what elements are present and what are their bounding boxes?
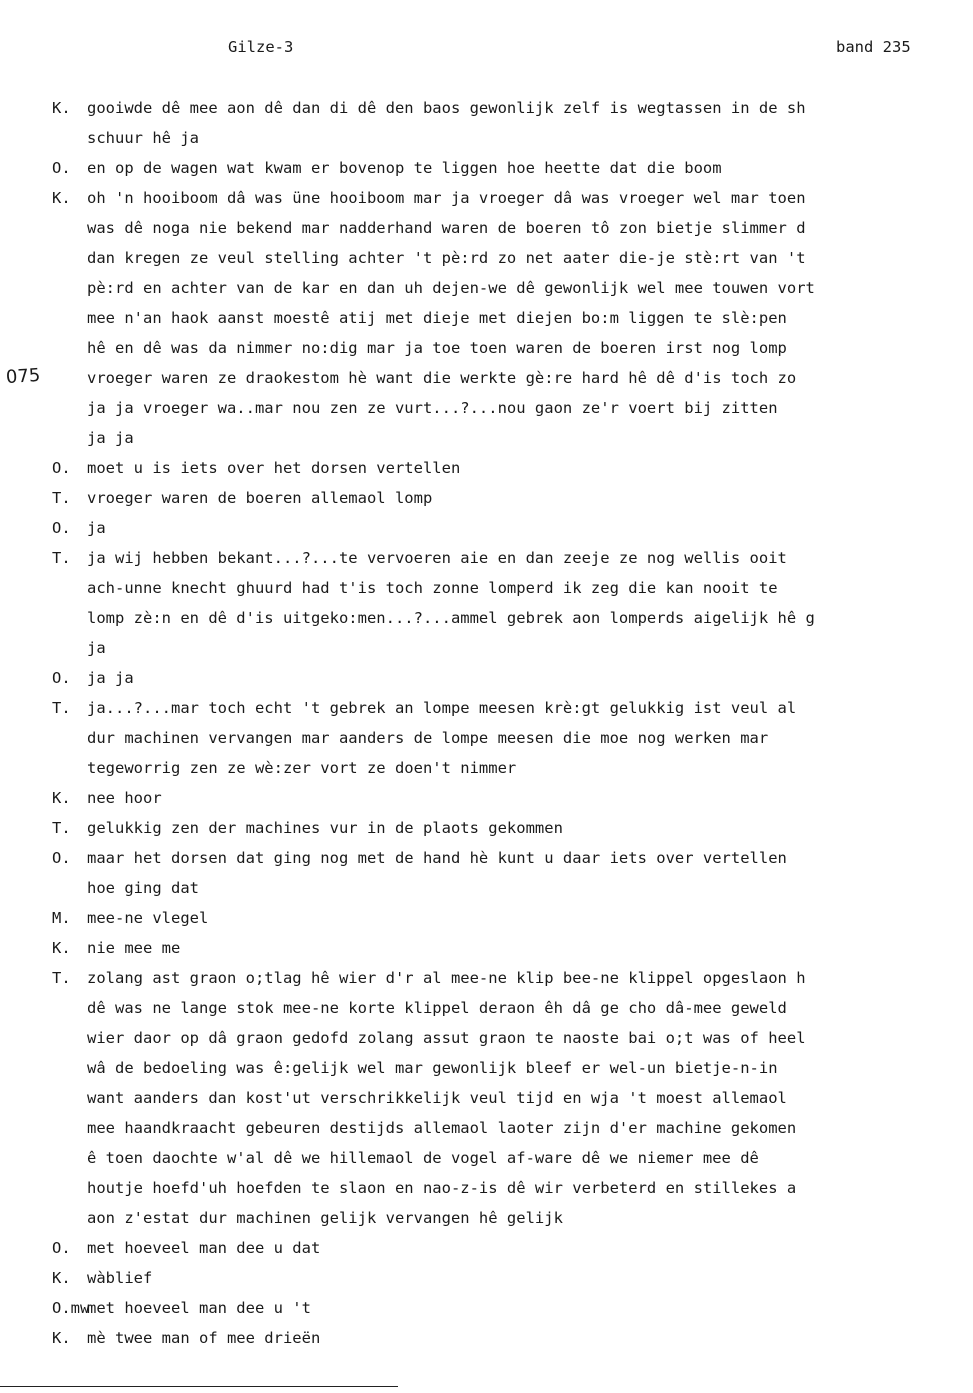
line-text: met hoeveel man dee u dat	[87, 1239, 321, 1257]
transcript-line	[52, 967, 943, 997]
line-text: zolang ast graon o;tlag hê wier d'r al mee-ne klip bee-ne klippel opgeslaon h	[87, 969, 806, 987]
line-text: ja ja	[87, 429, 134, 447]
line-text: wier daor op dâ graon gedofd zolang assut graon te naoste bai o;t was of heel	[87, 1029, 806, 1047]
line-text: tegeworrig zen ze wè:zer vort ze doen't nimmer	[87, 759, 517, 777]
line-text: met hoeveel man dee u 't	[87, 1299, 311, 1317]
transcript-line	[52, 397, 943, 427]
line-text: mee n'an haok aanst moestê atij met dieje met diejen bo:m liggen te slè:pen	[87, 309, 787, 327]
transcript-line	[52, 127, 943, 157]
transcript-line	[52, 1237, 943, 1267]
transcript-line	[52, 217, 943, 247]
transcript-line	[52, 1027, 943, 1057]
line-text: ja ja	[87, 669, 134, 687]
transcript-line	[52, 97, 943, 127]
speaker-label: O.	[52, 459, 71, 477]
speaker-label: T.	[52, 549, 71, 567]
transcript-line	[52, 877, 943, 907]
transcript-line	[52, 247, 943, 277]
speaker-label: K.	[52, 99, 71, 117]
transcript-line	[52, 997, 943, 1027]
line-text: hoe ging dat	[87, 879, 199, 897]
transcript-line	[52, 487, 943, 517]
transcript-line	[52, 1327, 943, 1357]
line-text: mè twee man of mee drieën	[87, 1329, 321, 1347]
transcript-line	[52, 157, 943, 187]
line-text: maar het dorsen dat ging nog met de hand hè kunt u daar iets over vertellen	[87, 849, 787, 867]
line-text: ach-unne knecht ghuurd had t'is toch zonne lomperd ik zeg die kan nooit te	[87, 579, 778, 597]
line-text: oh 'n hooiboom dâ was üne hooiboom mar ja vroeger dâ was vroeger wel mar toen	[87, 189, 806, 207]
page-header	[0, 38, 973, 60]
transcript-line	[52, 337, 943, 367]
speaker-label: T.	[52, 699, 71, 717]
line-text: ê toen daochte w'al dê we hillemaol de vogel af-ware dê we niemer mee dê	[87, 1149, 759, 1167]
transcript-line	[52, 667, 943, 697]
transcript-line	[52, 577, 943, 607]
line-text: dê was ne lange stok mee-ne korte klippel deraon êh dâ ge cho dâ-mee geweld	[87, 999, 787, 1017]
line-text: was dê noga nie bekend mar nadderhand waren de boeren tô zon bietje slimmer d	[87, 219, 806, 237]
footer-rule	[0, 1386, 398, 1387]
transcript-line	[52, 187, 943, 217]
transcript-line	[52, 1207, 943, 1237]
speaker-label: O.	[52, 849, 71, 867]
transcript-line	[52, 757, 943, 787]
transcript-line	[52, 307, 943, 337]
transcript-line	[52, 1267, 943, 1297]
line-text: ja wij hebben bekant...?...te vervoeren aie en dan zeeje ze nog wellis ooit	[87, 549, 787, 567]
transcript-line	[52, 847, 943, 877]
transcript-line	[52, 787, 943, 817]
line-text: gelukkig zen der machines vur in de plaots gekommen	[87, 819, 563, 837]
line-text: wâ de bedoeling was ê:gelijk wel mar gewonlijk bleef er wel-un bietje-n-in	[87, 1059, 778, 1077]
line-text: schuur hê ja	[87, 129, 199, 147]
transcript-line	[52, 1147, 943, 1177]
transcript-line	[52, 727, 943, 757]
transcript-line	[52, 517, 943, 547]
speaker-label: K.	[52, 789, 71, 807]
speaker-label: O.	[52, 159, 71, 177]
line-text: vroeger waren de boeren allemaol lomp	[87, 489, 433, 507]
line-text: nie mee me	[87, 939, 181, 957]
line-text: dur machinen vervangen mar aanders de lompe meesen die moe nog werken mar	[87, 729, 769, 747]
line-text: vroeger waren ze draokestom hè want die werkte gè:re hard hê dê d'is toch zo	[87, 369, 797, 387]
transcript-line	[52, 1087, 943, 1117]
line-text: want aanders dan kost'ut verschrikkelijk veul tijd en wja 't moest allemaol	[87, 1089, 787, 1107]
line-text: mee haandkraacht gebeuren destijds allemaol laoter zijn d'er machine gekomen	[87, 1119, 797, 1137]
line-text: wàblief	[87, 1269, 153, 1287]
line-text: hê en dê was da nimmer no:dig mar ja toe toen waren de boeren irst nog lomp	[87, 339, 787, 357]
transcript-line	[52, 457, 943, 487]
line-text: nee hoor	[87, 789, 162, 807]
line-text: aon z'estat dur machinen gelijk vervangen hê gelijk	[87, 1209, 563, 1227]
speaker-label: T.	[52, 819, 71, 837]
line-text: mee-ne vlegel	[87, 909, 209, 927]
speaker-label: K.	[52, 1329, 71, 1347]
line-text: moet u is iets over het dorsen vertellen	[87, 459, 461, 477]
transcript-line	[52, 697, 943, 727]
header-band-number: band 235	[836, 38, 911, 56]
transcript-line	[52, 607, 943, 637]
header-title: Gilze-3	[228, 38, 294, 56]
transcript-line	[52, 427, 943, 457]
transcript-line	[52, 367, 943, 397]
speaker-label: K.	[52, 1269, 71, 1287]
transcript-line	[52, 1297, 943, 1327]
line-text: lomp zè:n en dê d'is uitgeko:men...?...ammel gebrek aon lomperds aigelijk hê g	[87, 609, 815, 627]
transcript-line	[52, 547, 943, 577]
line-text: houtje hoefd'uh hoefden te slaon en nao-z-is dê wir verbeterd en stillekes a	[87, 1179, 797, 1197]
speaker-label: T.	[52, 969, 71, 987]
line-text: dan kregen ze veul stelling achter 't pè:rd zo net aater die-je stè:rt van 't	[87, 249, 806, 267]
line-text: ja	[87, 519, 106, 537]
transcript-line	[52, 1057, 943, 1087]
transcript-line	[52, 1117, 943, 1147]
line-text: ja...?...mar toch echt 't gebrek an lompe meesen krè:gt gelukkig ist veul al	[87, 699, 797, 717]
speaker-label: K.	[52, 189, 71, 207]
line-text: gooiwde dê mee aon dê dan di dê den baos gewonlijk zelf is wegtassen in de sh	[87, 99, 806, 117]
line-text: ja ja vroeger wa..mar nou zen ze vurt...?...nou gaon ze'r voert bij zitten	[87, 399, 778, 417]
line-text: pè:rd en achter van de kar en dan uh dejen-we dê gewonlijk wel mee touwen vort	[87, 279, 815, 297]
margin-note: 075	[5, 364, 42, 389]
speaker-label: T.	[52, 489, 71, 507]
transcript-line	[52, 637, 943, 667]
transcript-line	[52, 1177, 943, 1207]
transcript-line	[52, 907, 943, 937]
speaker-label: O.	[52, 1239, 71, 1257]
line-text: ja	[87, 639, 106, 657]
speaker-label: O.	[52, 519, 71, 537]
line-text: en op de wagen wat kwam er bovenop te liggen hoe heette dat die boom	[87, 159, 722, 177]
speaker-label: K.	[52, 939, 71, 957]
transcript-line	[52, 817, 943, 847]
transcript-line	[52, 937, 943, 967]
speaker-label: O.	[52, 669, 71, 687]
transcript-line	[52, 277, 943, 307]
transcript-body	[52, 97, 943, 1357]
speaker-label: O.mw	[52, 1299, 90, 1317]
speaker-label: M.	[52, 909, 71, 927]
